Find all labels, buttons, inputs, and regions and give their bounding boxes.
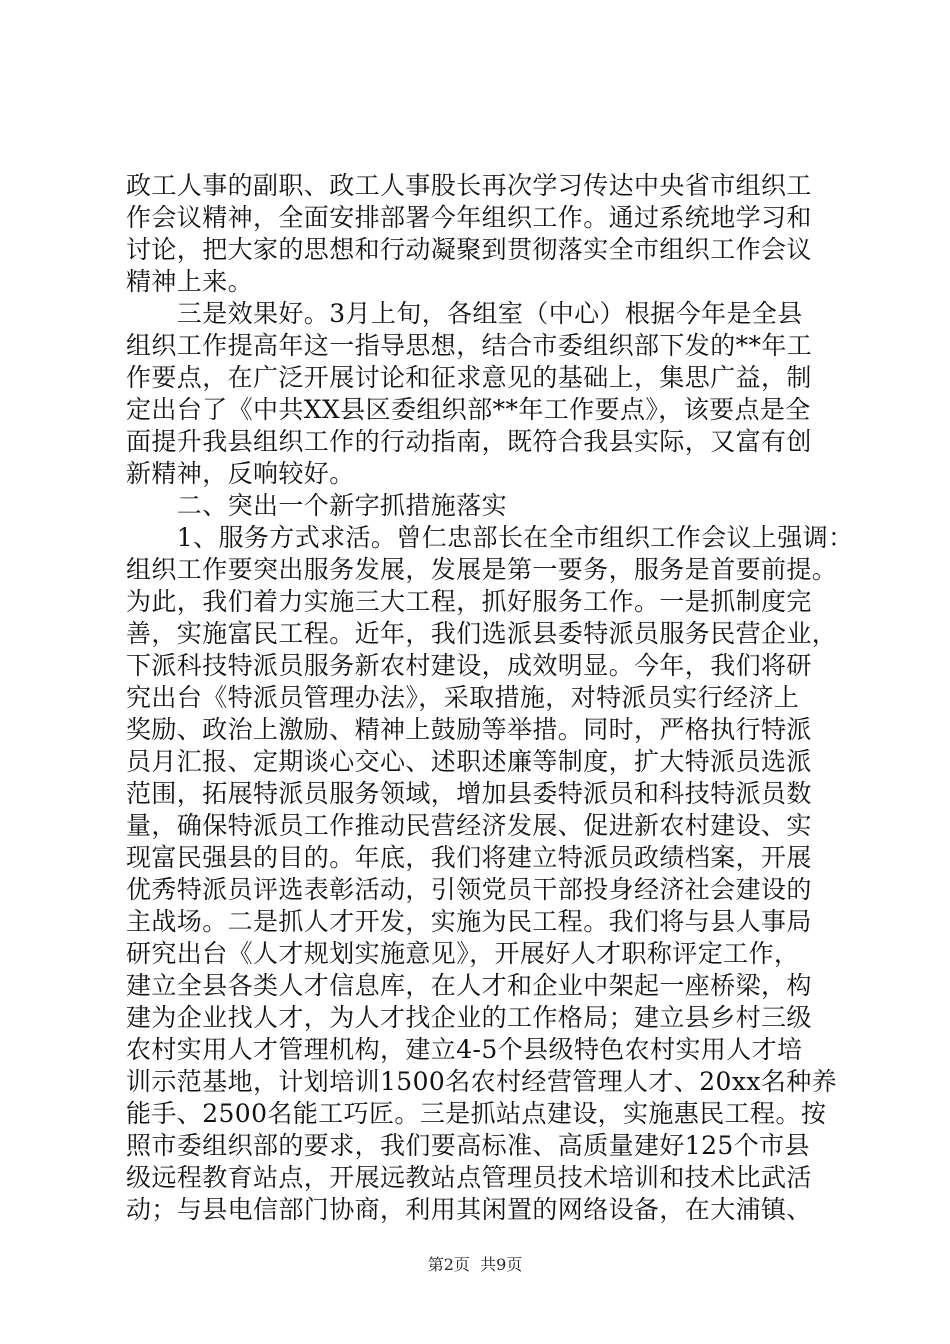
text-line: 研究出台《人才规划实施意见》，开展好人才职称评定工作，: [126, 939, 800, 968]
text-line: 1、服务方式求活。曾仁忠部长在全市组织工作会议上强调：: [126, 523, 854, 552]
text-line: 精神上来。: [126, 267, 254, 296]
text-line: 奖励、政治上激励、精神上鼓励等举措。同时，严格执行特派: [126, 715, 812, 744]
text-line: 善，实施富民工程。近年，我们选派县委特派员服务民营企业，: [126, 619, 838, 648]
text-line: 农村实用人才管理机构，建立4-5个县级特色农村实用人才培: [126, 1035, 803, 1064]
text-line: 建立全县各类人才信息库，在人才和企业中架起一座桥梁，构: [126, 971, 812, 1000]
text-line: 组织工作提高年这一指导思想，结合市委组织部下发的**年工: [126, 331, 813, 360]
text-line: 作要点，在广泛开展讨论和征求意见的基础上，集思广益，制: [126, 363, 812, 392]
text-line: 组织工作要突出服务发展，发展是第一要务，服务是首要前提。: [126, 555, 838, 584]
text-line: 主战场。二是抓人才开发，实施为民工程。我们将与县人事局: [126, 907, 812, 936]
text-line: 下派科技特派员服务新农村建设，成效明显。今年，我们将研: [126, 651, 812, 680]
text-line: 员月汇报、定期谈心交心、述职述廉等制度，扩大特派员选派: [126, 747, 812, 776]
text-line: 新精神，反响较好。: [126, 459, 355, 488]
text-line: 能手、2500名能工巧匠。三是抓站点建设，实施惠民工程。按: [126, 1099, 827, 1128]
text-line: 作会议精神，全面安排部署今年组织工作。通过系统地学习和: [126, 203, 812, 232]
text-line: 政工人事的副职、政工人事股长再次学习传达中央省市组织工: [126, 171, 812, 200]
text-line: 三是效果好。3月上旬，各组室（中心）根据今年是全县: [126, 299, 803, 328]
text-line: 量，确保特派员工作推动民营经济发展、促进新农村建设、实: [126, 811, 812, 840]
text-line: 讨论，把大家的思想和行动凝聚到贯彻落实全市组织工作会议: [126, 235, 812, 264]
page-footer: [0, 1255, 950, 1275]
text-line: 范围，拓展特派员服务领域，增加县委特派员和科技特派员数: [126, 779, 812, 808]
text-line: 为此，我们着力实施三大工程，抓好服务工作。一是抓制度完: [126, 587, 812, 616]
text-line: 现富民强县的目的。年底，我们将建立特派员政绩档案，开展: [126, 843, 812, 872]
text-line: 动；与县电信部门协商，利用其闲置的网络设备，在大浦镇、: [126, 1195, 812, 1224]
text-line: 级远程教育站点，开展远教站点管理员技术培训和技术比武活: [126, 1163, 812, 1192]
page-number: 第2页 共9页: [427, 1255, 523, 1274]
body-text: [126, 170, 854, 1226]
text-line: 优秀特派员评选表彰活动，引领党员干部投身经济社会建设的: [126, 875, 812, 904]
text-line: 照市委组织部的要求，我们要高标准、高质量建好125个市县: [126, 1131, 810, 1160]
text-line: 建为企业找人才，为人才找企业的工作格局；建立县乡村三级: [126, 1003, 812, 1032]
text-line: 究出台《特派员管理办法》，采取措施，对特派员实行经济上: [126, 683, 800, 712]
text-line: 训示范基地，计划培训1500名农村经营管理人才、20xx名种养: [126, 1067, 838, 1096]
text-line: 面提升我县组织工作的行动指南，既符合我县实际，又富有创: [126, 427, 812, 456]
section-heading: 二、突出一个新字抓措施落实: [126, 491, 508, 520]
text-line: 定出台了《中共XX县区委组织部**年工作要点》，该要点是全: [126, 395, 811, 424]
